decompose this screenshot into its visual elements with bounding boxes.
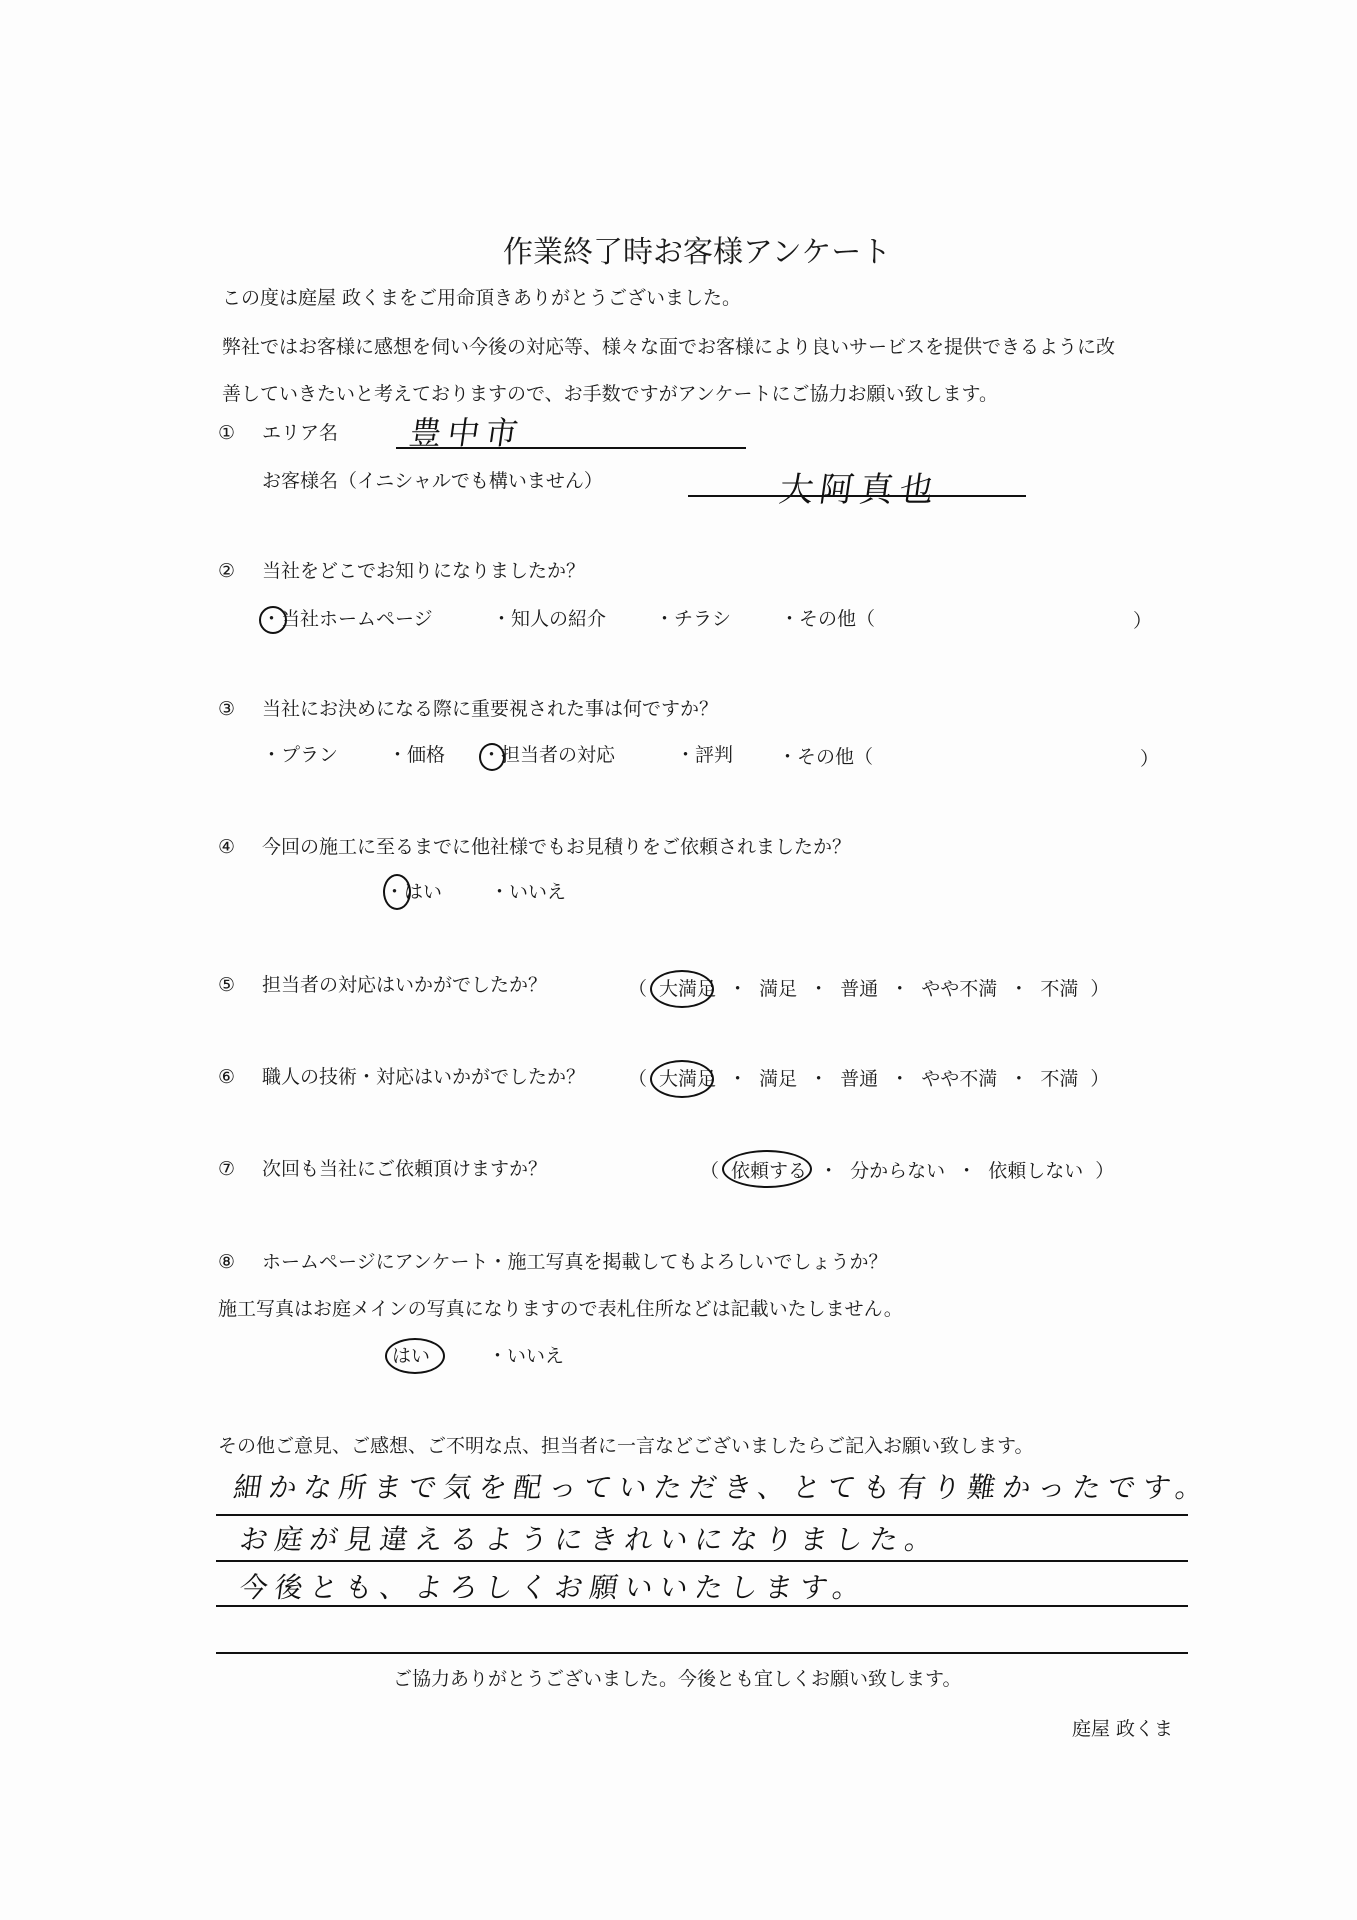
q2-option-homepage[interactable]: ・当社ホームページ <box>262 608 433 630</box>
q8-note: 施工写真はお庭メインの写真になりますので表札住所などは記載いたしません。 <box>218 1298 903 1320</box>
q7-options[interactable]: （ 依頼する ・ 分からない ・ 依頼しない ） <box>700 1160 1115 1182</box>
q8-option-yes[interactable]: はい <box>392 1345 431 1367</box>
q2-option-other-close: ） <box>1133 610 1153 632</box>
q5-number: ⑤ <box>218 974 236 996</box>
q6-number: ⑥ <box>218 1066 236 1088</box>
q1-area-label: エリア名 <box>262 422 339 444</box>
q7-number: ⑦ <box>218 1158 236 1180</box>
q1-area-underline <box>396 447 746 449</box>
footer-company: 庭屋 政くま <box>1072 1718 1174 1740</box>
comment-rule-3 <box>216 1605 1188 1607</box>
page-title: 作業終了時お客様アンケート <box>503 235 892 270</box>
q2-selected-mark <box>259 606 287 634</box>
q3-option-price[interactable]: ・価格 <box>388 744 446 766</box>
comment-line-1[interactable]: 細かな所まで気を配っていただき、とても有り難かったです。 <box>231 1471 1213 1504</box>
q1-name-underline <box>688 495 1026 497</box>
q8-number: ⑧ <box>218 1251 236 1273</box>
q7-question: 次回も当社にご依頼頂けますか？ <box>262 1158 548 1180</box>
intro-line-1: この度は庭屋 政くまをご用命頂きありがとうございました。 <box>222 287 742 309</box>
comments-prompt: その他ご意見、ご感想、ご不明な点、担当者に一言などございましたらご記入お願い致します。 <box>218 1435 1034 1457</box>
q3-option-staff[interactable]: ・担当者の対応 <box>482 744 616 766</box>
q1-name-label: お客様名（イニシャルでも構いません） <box>262 470 603 492</box>
intro-line-3: 善していきたいと考えておりますので、お手数ですがアンケートにご協力お願い致します。 <box>222 383 998 405</box>
comment-rule-2 <box>216 1560 1188 1562</box>
q2-question: 当社をどこでお知りになりましたか？ <box>262 560 586 582</box>
q4-question: 今回の施工に至るまでに他社様でもお見積りをご依頼されましたか？ <box>262 836 852 858</box>
q3-option-reputation[interactable]: ・評判 <box>676 744 734 766</box>
q3-selected-mark <box>479 743 505 771</box>
q6-selected-mark <box>650 1060 714 1098</box>
q6-question: 職人の技術・対応はいかがでしたか？ <box>262 1066 586 1088</box>
comment-line-2[interactable]: お庭が見違えるようにきれいになりました。 <box>237 1523 943 1556</box>
q5-selected-mark <box>650 970 714 1008</box>
q4-selected-mark <box>383 874 411 910</box>
comment-line-3[interactable]: 今後とも、よろしくお願いいたします。 <box>237 1571 870 1604</box>
q1-number: ① <box>218 422 236 444</box>
q2-option-other[interactable]: ・その他（ <box>780 608 876 630</box>
q1-name-value[interactable]: 大阿真也 <box>776 470 943 510</box>
q4-option-no[interactable]: ・いいえ <box>490 881 567 903</box>
q1-area-value[interactable]: 豊中市 <box>407 414 527 452</box>
q3-option-other-close: ） <box>1140 748 1160 770</box>
q2-number: ② <box>218 560 236 582</box>
comment-rule-4 <box>216 1652 1188 1654</box>
q2-option-referral[interactable]: ・知人の紹介 <box>492 608 607 630</box>
q8-question: ホームページにアンケート・施工写真を掲載してもよろしいでしょうか？ <box>262 1251 888 1273</box>
q3-number: ③ <box>218 698 236 720</box>
q4-number: ④ <box>218 836 236 858</box>
comment-rule-1 <box>216 1514 1188 1516</box>
q8-option-no[interactable]: ・いいえ <box>488 1345 565 1367</box>
q5-options[interactable]: （ 大満足 ・ 満足 ・ 普通 ・ やや不満 ・ 不満 ） <box>628 978 1110 1000</box>
q3-question: 当社にお決めになる際に重要視された事は何ですか？ <box>262 698 719 720</box>
footer-thanks: ご協力ありがとうございました。今後とも宜しくお願い致します。 <box>393 1668 962 1690</box>
q8-selected-mark <box>385 1338 445 1374</box>
q5-question: 担当者の対応はいかがでしたか？ <box>262 974 548 996</box>
q3-option-other[interactable]: ・その他（ <box>778 746 874 768</box>
q7-selected-mark <box>722 1150 812 1188</box>
intro-line-2: 弊社ではお客様に感想を伺い今後の対応等、様々な面でお客様により良いサービスを提供できるように改 <box>222 336 1116 358</box>
q6-options[interactable]: （ 大満足 ・ 満足 ・ 普通 ・ やや不満 ・ 不満 ） <box>628 1068 1110 1090</box>
q4-option-yes[interactable]: ・はい <box>385 881 443 903</box>
q2-option-flyer[interactable]: ・チラシ <box>655 608 732 630</box>
q3-option-plan[interactable]: ・プラン <box>262 744 339 766</box>
